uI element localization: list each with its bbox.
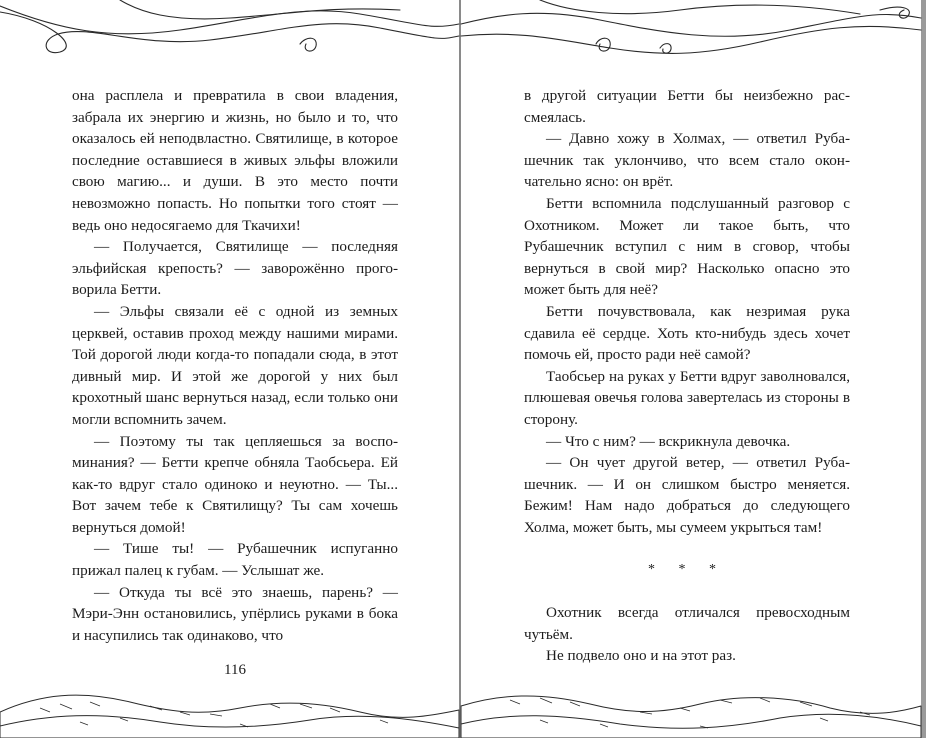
- section-separator: * * *: [648, 562, 726, 578]
- page-edge: [921, 0, 926, 738]
- bottom-hills-ornament-icon: [0, 672, 926, 738]
- paragraph: она расплела и превратила в свои владения, забрала их энергию и жизнь, но было и то, что оказалось ей неподвластно. Святилище, в которое последние оставшиеся в живых эльфы вложили свою магию... и души. В это место почти невозможно попасть. Но попытки того стоят — ведь оно недосягаемо для Ткачихи!: [72, 87, 398, 234]
- paragraph: Бетти почувствовала, как незримая рука сдавила её сердце. Хоть кто-нибудь здесь хочет помочь ей, просто ради неё самой?: [524, 302, 850, 364]
- paragraph: — Давно хожу в Холмах, — ответил Рубашечник так уклончиво, что всем стало окончательно ясно: он врёт.: [524, 130, 850, 191]
- page-gutter: [459, 0, 461, 738]
- paragraph: — Эльфы связали её с одной из земных церквей, оставив проход между нашими мирами. Той дорогой люди когда-то попадали сюда, в этот дивный мир. И этой же дорогой у них был крохотный шанс вернуться назад, если только они могли вспомнить зачем.: [72, 302, 398, 428]
- top-string-ornament-icon: [0, 0, 926, 70]
- paragraph: Бетти вспомнила подслушанный разговор с Охотником. Может ли такое быть, что Рубашечник вступил с ним в сговор, чтобы вернуться в свой мир? Насколько опасно это может быть для неё?: [524, 194, 850, 299]
- paragraph: Таобсьер на руках у Бетти вдруг заволновался, плюшевая овечья голова завертелась из стороны в сторону.: [524, 367, 850, 428]
- right-page-text: [524, 85, 850, 667]
- paragraph: — Поэтому ты так цепляешься за воспоминания? — Бетти крепче обняла Таобсьера. Ей как-то вдруг стало одиноко и неуютно. — Ты... Вот зачем тебе к Святилищу? Ты сам хочешь вернуться домой!: [72, 432, 398, 536]
- paragraph: — Он чует другой ветер, — ответил Рубашечник. — И он слишком быстро меняется. Бежим! Нам надо добраться до следующего Холма, может быть, мы сумеем укрыться там!: [524, 454, 850, 536]
- paragraph: — Откуда ты всё это знаешь, парень? — Мэри-Энн остановились, упёрлись руками в бока и насупились так одинаково, что: [72, 583, 398, 644]
- paragraph: в другой ситуации Бетти бы неизбежно рассмеялась.: [524, 87, 850, 126]
- paragraph: — Что с ним? — вскрикнула девочка.: [546, 432, 791, 450]
- left-page-text: [72, 85, 398, 646]
- paragraph: — Тише ты! — Рубашечник испуганно прижал палец к губам. — Услышат же.: [72, 540, 398, 580]
- page-number: 116: [224, 662, 246, 678]
- paragraph: Охотник всегда отличался превосходным чутьём.: [524, 604, 850, 643]
- paragraph: — Получается, Святилище — последняя эльфийская крепость? — заворожённо проговорила Бетти.: [72, 238, 398, 299]
- paragraph: Не подвело оно и на этот раз.: [546, 647, 736, 665]
